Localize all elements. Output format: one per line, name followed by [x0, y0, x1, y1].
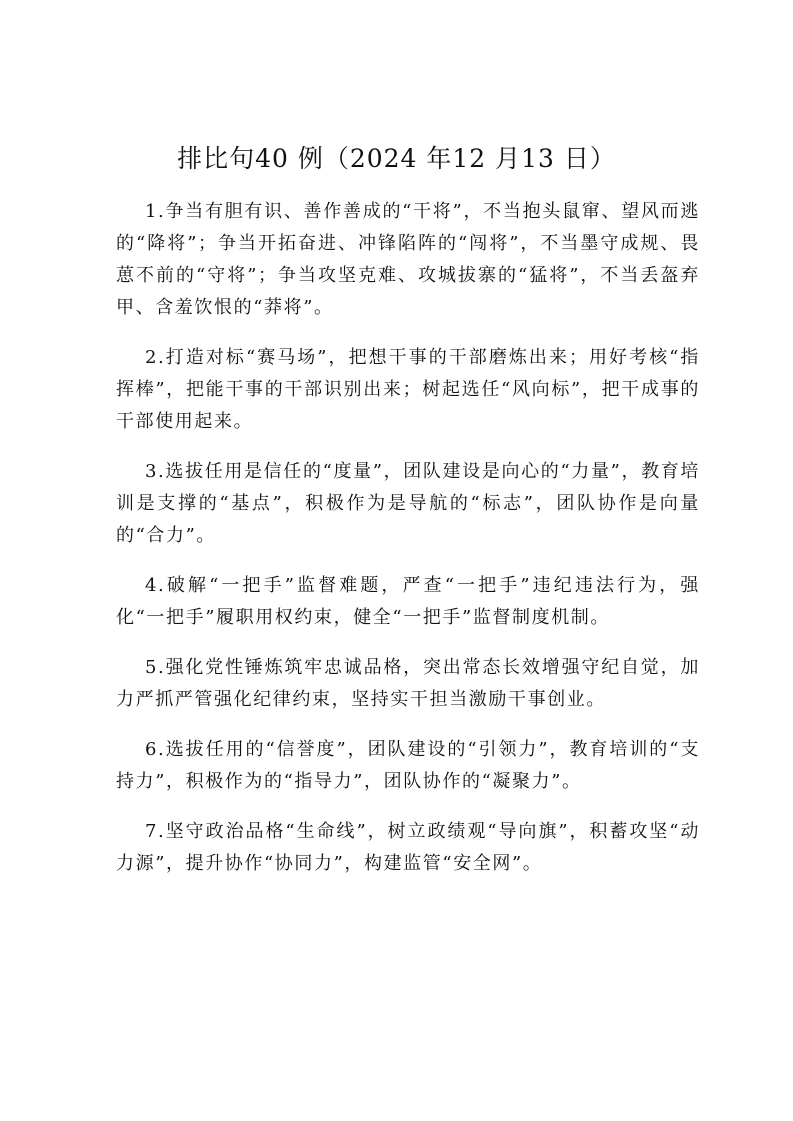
document-body — [116, 196, 700, 898]
paragraph-6: 6.选拔任用的“信誉度”，团队建设的“引领力”，教育培训的“支持力”，积极作为的“指导力”，团队协作的“凝聚力”。 — [116, 739, 700, 792]
paragraph-3: 3.选拔任用是信任的“度量”，团队建设是向心的“力量”，教育培训是支撑的“基点”，积极作为是导航的“标志”，团队协作是向量的“合力”。 — [116, 461, 700, 546]
paragraph-5: 5.强化党性锤炼筑牢忠诚品格，突出常态长效增强守纪自觉，加力严抓严管强化纪律约束，坚持实干担当激励干事创业。 — [116, 657, 700, 710]
paragraph-1: 1.争当有胆有识、善作善成的“干将”，不当抱头鼠窜、望风而逃的“降将”；争当开拓奋进、冲锋陷阵的“闯将”，不当墨守成规、畏葸不前的“守将”；争当攻坚克难、攻城拔寨的“猛将”，不当丢盔弃甲、含羞饮恨的“莽将”。 — [116, 201, 700, 318]
paragraph-4: 4.破解“一把手”监督难题，严查“一把手”违纪违法行为，强化“一把手”履职用权约束，健全“一把手”监督制度机制。 — [116, 575, 700, 628]
paragraph-7: 7.坚守政治品格“生命线”，树立政绩观“导向旗”，积蓄攻坚“动力源”，提升协作“协同力”，构建监管“安全网”。 — [116, 821, 700, 874]
document-title: 排比句40 例（2024 年12 月13 日） — [177, 144, 616, 173]
paragraph-2: 2.打造对标“赛马场”，把想干事的干部磨炼出来；用好考核“指挥棒”，把能干事的干部识别出来；树起选任“风向标”，把干成事的干部使用起来。 — [116, 347, 700, 432]
